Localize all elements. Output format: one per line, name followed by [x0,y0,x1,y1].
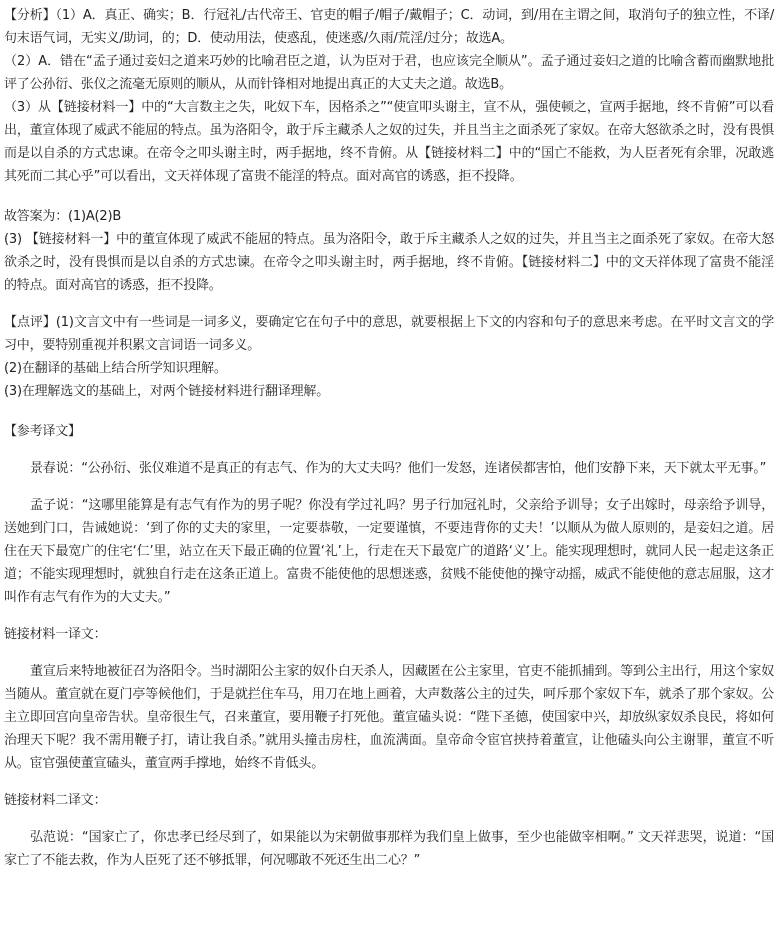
link-material-1-paragraph: 董宣后来特地被征召为洛阳令。当时湖阳公主家的奴仆白天杀人，因藏匿在公主家里，官吏不能抓捕到。等到公主出行，用这个家奴当随从。董宣就在夏门亭等候他们，于是就拦住车马，用刀在地上画着，大声数落公主的过失，呵斥那个家奴下车，就杀了那个家奴。公主立即回宫向皇帝告状。皇帝很生气，召来董宣，要用鞭子打死他。董宣磕头说：“陛下圣德，使国家中兴，却放纵家奴杀良民，将如何治理天下呢？我不需用鞭子打，请让我自杀。”就用头撞击房柱，血流满面。皇帝命令宦官挟持着董宣，让他磕头向公主谢罪，董宣不听从。宦官强使董宣磕头，董宣两手撑地，始终不肯低头。 [4,664,774,771]
analysis-paragraph-1: 【分析】（1）A．真正、确实；B．行冠礼/古代帝王、官吏的帽子/帽子/戴帽子；C．动词，到/用在主谓之间，取消句子的独立性，不译/句末语气词，无实义/助词，的；D．使动用法，使惑乱，使迷惑/久雨/荒淫/过分；故选A。 [4,8,774,46]
analysis-paragraph-3: （3）从【链接材料一】中的“大言数主之失，叱奴下车，因格杀之”“使宣叩头谢主，宣不从，强使顿之，宣两手据地，终不肯俯”可以看出，董宣体现了威武不能屈的特点。虽为洛阳令，敢于斥主藏杀人之奴的过失，并且当主之面杀死了家奴。在帝大怒欲杀之时，没有畏惧而是以自杀的方式忠谏。在帝令之叩头谢主时，两手据地，终不肯俯。从【链接材料二】中的“国亡不能救，为人臣者死有余罪，况敢逃其死而二其心乎”可以看出，文天祥体现了富贵不能淫的特点。面对高官的诱惑，拒不投降。 [4,100,774,184]
spacer [4,480,774,494]
comment-line-3: (3)在理解选文的基础上，对两个链接材料进行翻译理解。 [4,384,330,399]
spacer [4,609,774,623]
comment-line-2: (2)在翻译的基础上结合所学知识理解。 [4,361,227,376]
answer-line-1: 故答案为：(1)A(2)B [4,209,122,224]
spacer [4,812,774,826]
link-material-1-heading: 链接材料一译文： [4,627,107,642]
spacer [4,646,774,660]
spacer [4,297,774,311]
spacer [4,403,774,420]
link-material-2-heading: 链接材料二译文： [4,793,107,808]
comment-line-1: 【点评】(1)文言文中有一些词是一词多义，要确定它在句子中的意思，就要根据上下文的内容和句子的意思来考虑。在平时文言文的学习中，要特别重视并积累文言词语一词多义。 [4,315,774,353]
translation-paragraph-1: 景春说：“公孙衍、张仪难道不是真正的有志气、作为的大丈夫吗？他们一发怒，连诸侯都害怕，他们安静下来，天下就太平无事。” [30,461,767,476]
spacer [4,188,774,205]
answer-line-2: (3) 【链接材料一】中的董宣体现了威武不能屈的特点。虽为洛阳令，敢于斥主藏杀人之奴的过失，并且当主之面杀死了家奴。在帝大怒欲杀之时，没有畏惧而是以自杀的方式忠谏。在帝令之叩头谢主时，两手据地，终不肯俯。【链接材料二】中的文天祥体现了富贵不能淫的特点。面对高官的诱惑，拒不投降。 [4,232,774,293]
link-material-2-paragraph: 弘范说：“国家亡了，你忠孝已经尽到了，如果能以为宋朝做事那样为我们皇上做事，至少也能做宰相啊。” 文天祥悲哭，说道：“国家亡了不能去救，作为人臣死了还不够抵罪，何况哪敢不死还生出二心？” [4,830,774,868]
spacer [4,775,774,789]
translation-heading: 【参考译文】 [4,424,81,439]
spacer [4,443,774,457]
translation-paragraph-2: 孟子说：“这哪里能算是有志气有作为的男子呢？你没有学过礼吗？男子行加冠礼时，父亲给予训导；女子出嫁时，母亲给予训导，送她到门口，告诫她说：‘到了你的丈夫的家里，一定要恭敬，一定要谨慎，不要违背你的丈夫！’以顺从为做人原则的，是妾妇之道。居住在天下最宽广的住宅‘仁’里，站立在天下最正确的位置‘礼’上，行走在天下最宽广的道路‘义’上。能实现理想时，就同人民一起走这条正道；不能实现理想时，就独自行走在这条正道上。富贵不能使他的思想迷惑，贫贱不能使他的操守动摇，威武不能使他的意志屈服，这才叫作有志气有作为的大丈夫。” [4,498,774,605]
analysis-paragraph-2: （2）A．错在“孟子通过妾妇之道来巧妙的比喻君臣之道，认为臣对于君，也应该完全顺从”。孟子通过妾妇之道的比喻含蓄而幽默地批评了公孙衍、张仪之流毫无原则的顺从，从而针锋相对地提出真正的大丈夫之道。故选B。 [4,54,774,92]
